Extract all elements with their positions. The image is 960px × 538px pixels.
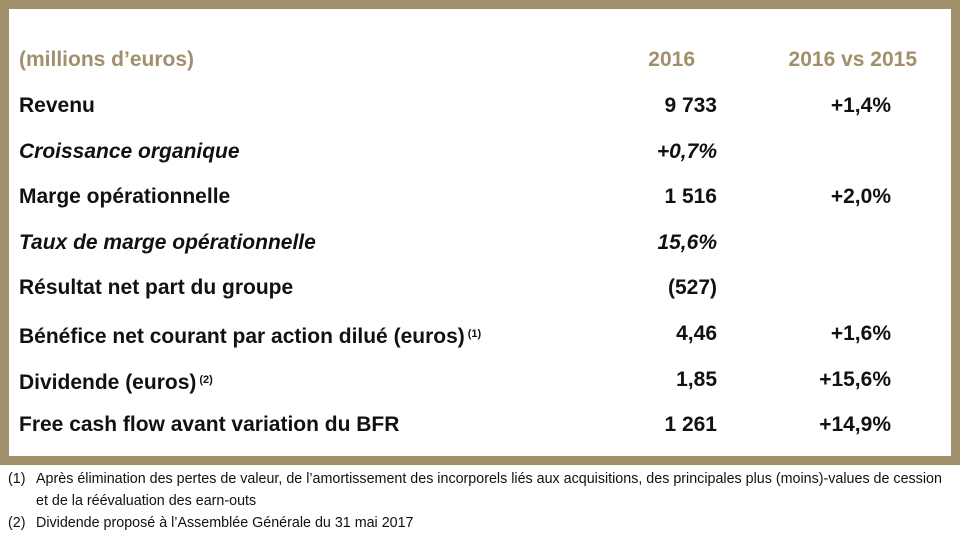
row-label: Revenu (19, 94, 95, 117)
footnotes (8, 468, 956, 534)
header-col-2016: 2016 (648, 48, 695, 71)
row-change: +2,0% (830, 185, 891, 208)
row-value: 4,46 (676, 322, 717, 345)
footnote-1 (8, 468, 956, 512)
footnote-text: Dividende proposé à l’Assemblée Générale du 31 mai 2017 (36, 515, 414, 531)
row-value: 1 261 (664, 413, 717, 436)
row-value: +0,7% (656, 140, 717, 163)
table-row (9, 360, 951, 400)
row-label-text: Dividende (euros) (19, 371, 197, 394)
header-col-change: 2016 vs 2015 (788, 48, 917, 71)
row-value: 1 516 (664, 185, 717, 208)
row-value: (527) (667, 276, 717, 299)
footnote-ref: (2) (199, 374, 213, 386)
row-change: +1,4% (830, 94, 891, 117)
row-value: 1,85 (676, 368, 717, 391)
footnote-text: Après élimination des pertes de valeur, de l’amortissement des incorporels liés aux acquisitions, des principales plus (moins)-values de cession et de la réévaluation des earn-outs (36, 471, 942, 509)
row-label: Taux de marge opérationnelle (19, 231, 316, 254)
row-value: 15,6% (657, 231, 717, 254)
footnote-number: (1) (8, 471, 26, 487)
header-label: (millions d’euros) (19, 48, 195, 71)
footnote-ref: (1) (467, 328, 482, 340)
table-header-row (9, 40, 951, 80)
row-value: 9 733 (664, 94, 717, 117)
table-row (9, 86, 951, 126)
row-change: +15,6% (819, 368, 891, 391)
row-label (19, 360, 213, 403)
table-row (9, 177, 951, 217)
table-row (9, 268, 951, 308)
row-label: Marge opérationnelle (19, 185, 231, 208)
table-row (9, 132, 951, 172)
table-row (9, 405, 951, 445)
row-label: Free cash flow avant variation du BFR (19, 413, 400, 436)
row-label: Croissance organique (19, 140, 240, 163)
row-change: +1,6% (830, 322, 891, 345)
row-label-text: Bénéfice net courant par action dilué (euros) (19, 325, 465, 348)
row-label (19, 314, 481, 357)
row-label: Résultat net part du groupe (19, 276, 294, 299)
row-change: +14,9% (819, 413, 891, 436)
footnote-2 (8, 512, 956, 534)
table-row (9, 314, 951, 354)
table-row (9, 223, 951, 263)
footnote-number: (2) (8, 515, 26, 531)
